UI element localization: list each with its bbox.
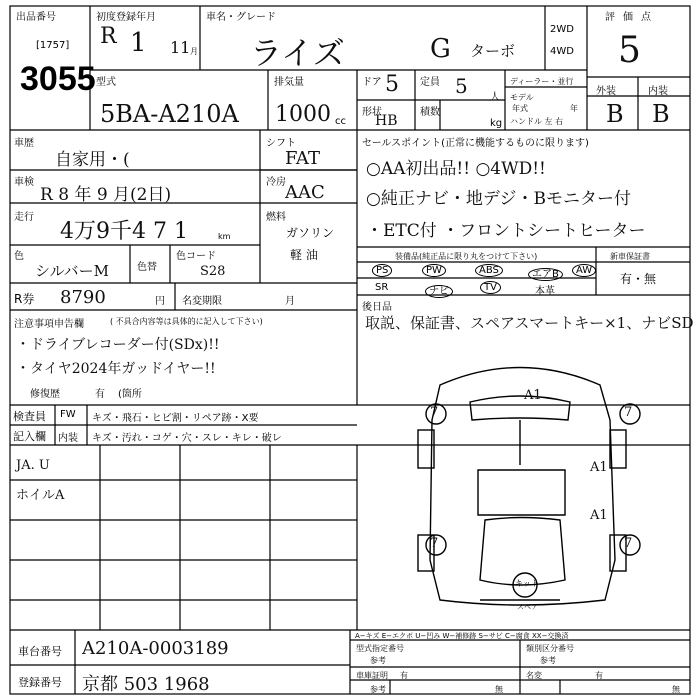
notes-hint: ( 不具合内容等は具体的に記入して下さい) xyxy=(110,317,263,326)
equip-pw-label: PW xyxy=(422,264,446,277)
recycle-label: R券 xyxy=(14,292,35,306)
note-1: ・ドライブレコーダー付(SDx)!! xyxy=(16,337,220,353)
ac: AAC xyxy=(285,182,325,203)
damage-legend: A−キズ E−エクボ U−凹み W−補修跡 S−サビ C−腐食 XX−交換済 xyxy=(355,632,569,640)
model-label: 型式 xyxy=(96,77,116,88)
repair-place: (箇所 xyxy=(118,389,142,400)
mileage-label: 走行 xyxy=(14,212,34,223)
equip-tv-label: TV xyxy=(480,281,501,294)
fw-text: キズ・飛石・ヒビ割・リペア跡・X要 xyxy=(92,413,259,424)
color-label: 色 xyxy=(14,251,24,262)
repair-value: 有 xyxy=(95,389,105,400)
disp: 1000 xyxy=(275,102,331,127)
grade-sub: ターボ xyxy=(470,42,516,60)
equip-title: 装備品(純正品に限り丸をつけて下さい) xyxy=(395,252,538,261)
model-year-sub: 年式 xyxy=(512,104,528,113)
cert-a-sub: 参考 xyxy=(370,656,386,665)
inspection-label: 車検 xyxy=(14,177,34,188)
spare-sub: スペア xyxy=(517,603,538,611)
notes-label: 注意事項申告欄 xyxy=(14,319,84,330)
reg-era: R xyxy=(100,24,117,49)
cert-b-sub: 参考 xyxy=(540,656,556,665)
equip-tv xyxy=(480,282,501,293)
year-unit: 年 xyxy=(570,104,578,113)
name-change-unit: 月 xyxy=(285,296,295,307)
load-label: 積数 xyxy=(420,107,440,118)
wheel-mark-rr: 7 xyxy=(624,536,633,551)
model-year-label: モデル xyxy=(510,93,534,102)
doors-label: ドア xyxy=(362,77,382,88)
disp-label: 排気量 xyxy=(274,77,304,88)
shape: HB xyxy=(375,113,398,129)
sales-title: セールスポイント(正常に機能するものに限ります) xyxy=(362,138,589,149)
mileage: 4万9千4 7 1 xyxy=(60,219,188,244)
equip-leather: 本革 xyxy=(535,286,555,297)
reg-year: 1 xyxy=(130,28,147,58)
equip-navi xyxy=(425,282,453,297)
fuel-gas: ガソリン xyxy=(286,226,335,240)
inspector-label-2: 記入欄 xyxy=(13,430,46,443)
mileage-unit: km xyxy=(218,232,231,241)
equip-aw-label: AW xyxy=(572,264,596,277)
drive-4wd: 4WD xyxy=(550,46,574,57)
cap-unit: 人 xyxy=(490,92,500,103)
new-value: 有・無 xyxy=(620,272,657,286)
doors: 5 xyxy=(385,72,399,97)
cert-d-yes: 有 xyxy=(595,671,603,680)
cert-d-no: 無 xyxy=(672,685,680,694)
equip-ps xyxy=(372,265,392,276)
fuel-diesel: 軽 油 xyxy=(290,248,318,262)
car-name: ライズ xyxy=(250,34,345,72)
load-unit: kg xyxy=(490,118,503,129)
sales-line-2: ○純正ナビ・地デジ・Bモニター付 xyxy=(366,189,631,209)
cert-c-label: 車庫証明 xyxy=(356,671,388,680)
inspector-hand-2: ホイルA xyxy=(16,488,65,503)
history: 自家用・( xyxy=(55,150,130,170)
recycle: 8790 xyxy=(60,287,106,308)
extras: 取説、保証書、スペアスマートキー×1、ナビSD xyxy=(365,314,694,332)
int-label: 内装 xyxy=(648,86,668,97)
color-code-label: 色コード xyxy=(176,251,216,262)
equip-abs xyxy=(475,265,503,276)
equip-pw xyxy=(422,265,446,276)
equip-airbag-label: エアB xyxy=(528,268,563,281)
ext-label: 外装 xyxy=(596,86,616,97)
score: 5 xyxy=(618,30,641,71)
equip-ps-label: PS xyxy=(372,264,392,277)
lot-sub: [1757] xyxy=(36,40,70,51)
plate-label: 登録番号 xyxy=(18,676,62,689)
dealer-label: ディーラー・並行 xyxy=(510,77,574,86)
wheel-mark-fl: 7 xyxy=(430,405,439,420)
sales-line-1: ○AA初出品!! ○4WD!! xyxy=(366,159,546,179)
color-change-label: 色替 xyxy=(137,262,157,273)
cert-d-label: 名変 xyxy=(526,671,542,680)
interior-text: キズ・汚れ・コゲ・穴・スレ・キレ・破レ xyxy=(92,433,282,444)
chassis: A210A-0003189 xyxy=(82,638,229,659)
reg-month-unit: 月 xyxy=(190,47,198,56)
name-label: 車名・グレード xyxy=(206,12,276,23)
inspector-hand-1: JA. U xyxy=(16,458,50,473)
cert-c-sub: 参考 xyxy=(370,685,386,694)
shift-label: シフト xyxy=(266,138,296,149)
name-change-label: 名変期限 xyxy=(182,296,222,307)
int-grade: B xyxy=(652,100,670,128)
extras-label: 後日品 xyxy=(362,302,392,313)
note-2: ・タイヤ2024年ガッドイヤー!! xyxy=(16,361,216,377)
new-title: 新車保証書 xyxy=(610,252,650,261)
score-label: 評価点 xyxy=(605,12,659,23)
recycle-unit: 円 xyxy=(155,296,165,307)
ext-grade: B xyxy=(606,100,624,128)
lot-label: 出品番号 xyxy=(16,12,56,23)
damage-mark-roof: A1 xyxy=(524,388,542,403)
color: シルバーM xyxy=(35,262,109,280)
car-diagram xyxy=(418,368,640,606)
chassis-label: 車台番号 xyxy=(18,645,62,658)
shift: FAT xyxy=(285,148,320,169)
color-code: S28 xyxy=(200,264,226,279)
reg-label: 初度登録年月 xyxy=(96,12,156,23)
disp-unit: cc xyxy=(335,116,346,127)
cert-c-no: 無 xyxy=(495,685,503,694)
model: 5BA-A210A xyxy=(100,100,239,128)
cert-b-label: 類別区分番号 xyxy=(526,644,574,653)
equip-navi-label: ナビ xyxy=(425,285,453,298)
interior-head: 内装 xyxy=(58,433,78,444)
grade: G xyxy=(430,34,451,64)
cert-c-yes: 有 xyxy=(400,671,408,680)
plate: 京都 503 1968 xyxy=(82,674,210,695)
equip-aw xyxy=(572,265,596,276)
handle-label: ハンドル 左 右 xyxy=(510,117,564,126)
spare-note: キット xyxy=(515,579,539,588)
cap: 5 xyxy=(455,74,468,98)
damage-mark-side-1: A1 xyxy=(590,460,608,475)
lot-number: 3055 xyxy=(20,60,96,98)
repair-label: 修復歴 xyxy=(30,389,60,400)
wheel-mark-rl: 7 xyxy=(430,536,439,551)
equip-abs-label: ABS xyxy=(475,264,503,277)
inspection: R 8 年 9 月(2日) xyxy=(40,185,172,205)
fuel-label: 燃料 xyxy=(266,212,286,223)
history-label: 車歴 xyxy=(14,138,34,149)
equip-sr: SR xyxy=(375,282,389,293)
equip-airbag xyxy=(528,265,563,280)
ac-label: 冷房 xyxy=(266,177,286,188)
wheel-mark-fr: 7 xyxy=(624,405,633,420)
sales-line-3: ・ETC付 ・フロントシートヒーター xyxy=(366,221,646,241)
inspector-label-1: 検査員 xyxy=(13,410,46,423)
drive-2wd: 2WD xyxy=(550,24,574,35)
reg-month: 11 xyxy=(170,38,191,57)
cert-a-label: 型式指定番号 xyxy=(356,644,404,653)
damage-mark-side-2: A1 xyxy=(590,508,608,523)
shape-label: 形状 xyxy=(362,107,382,118)
cap-label: 定員 xyxy=(420,77,440,88)
fw-head: FW xyxy=(60,409,76,420)
